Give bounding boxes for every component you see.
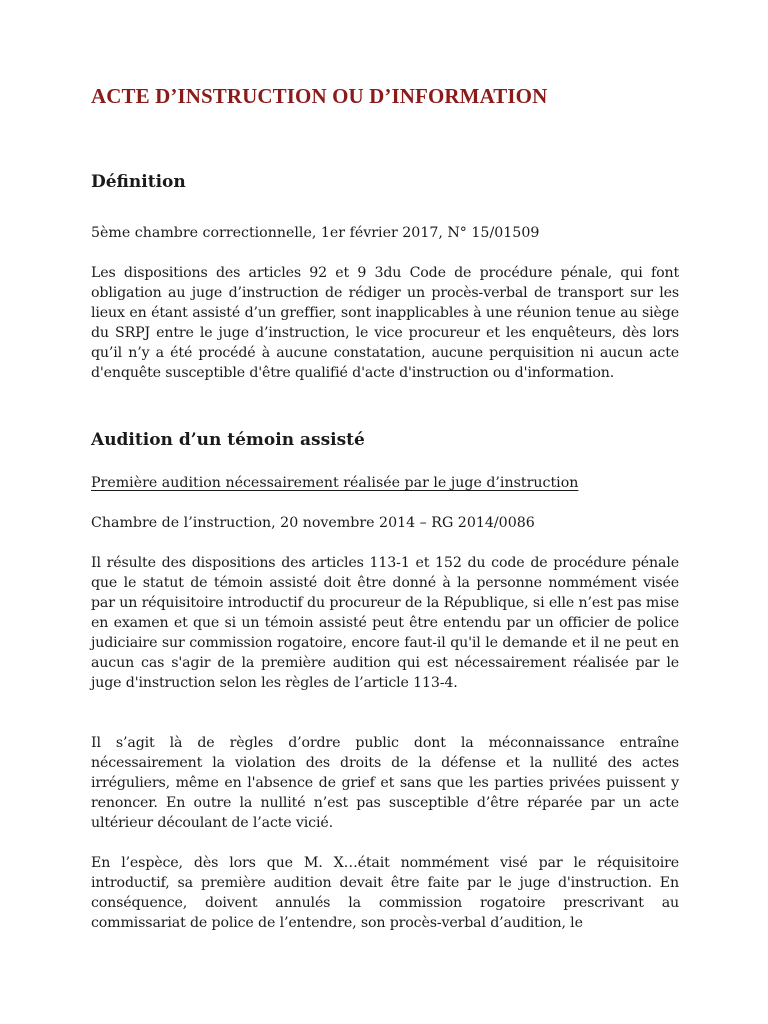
- paragraph: En l’espèce, dès lors que M. X…était nommément visé par le réquisitoire introductif, sa première audition devait être faite par le juge d'instruction. En conséquence, doivent annulés la commission rogatoire prescrivant au commissariat de police de l’entendre, son procès-verbal d’audition, le: [91, 855, 679, 931]
- case-reference: Chambre de l’instruction, 20 novembre 2014 – RG 2014/0086: [91, 515, 535, 531]
- section-subheading: Première audition nécessairement réalisée par le juge d’instruction: [91, 475, 579, 491]
- section-heading-audition: Audition d’un témoin assisté: [91, 430, 365, 450]
- paragraph: Il s’agit là de règles d’ordre public dont la méconnaissance entraîne nécessairement la violation des droits de la défense et la nullité des actes irréguliers, même en l'absence de grief et sans que les parties privées puissent y renoncer. En outre la nullité n’est pas susceptible d’être réparée par un acte ultérieur découlant de l’acte vicié.: [91, 735, 679, 831]
- paragraph: Il résulte des dispositions des articles 113-1 et 152 du code de procédure pénale que le statut de témoin assisté doit être donné à la personne nommément visée par un réquisitoire introductif du procureur de la République, si elle n’est pas mise en examen et que si un témoin assisté peut être entendu par un officier de police judiciaire sur commission rogatoire, encore faut-il qu'il le demande et il ne peut en aucun cas s'agir de la première audition qui est nécessairement réalisée par le juge d'instruction selon les règles de l’article 113-4.: [91, 555, 679, 691]
- paragraph: Les dispositions des articles 92 et 9 3du Code de procédure pénale, qui font obligation au juge d’instruction de rédiger un procès-verbal de transport sur les lieux en étant assisté d’un greffier, sont inapplicables à une réunion tenue au siège du SRPJ entre le juge d’instruction, le vice procureur et les enquêteurs, dès lors qu’il n’y a été procédé à aucune constatation, aucune perquisition ni aucun acte d'enquête susceptible d'être qualifié d'acte d'instruction ou d'information.: [91, 265, 679, 381]
- case-reference: 5ème chambre correctionnelle, 1er février 2017, N° 15/01509: [91, 225, 540, 241]
- section-heading-definition: Définition: [91, 172, 186, 192]
- document-title: ACTE D’INSTRUCTION OU D’INFORMATION: [91, 84, 548, 108]
